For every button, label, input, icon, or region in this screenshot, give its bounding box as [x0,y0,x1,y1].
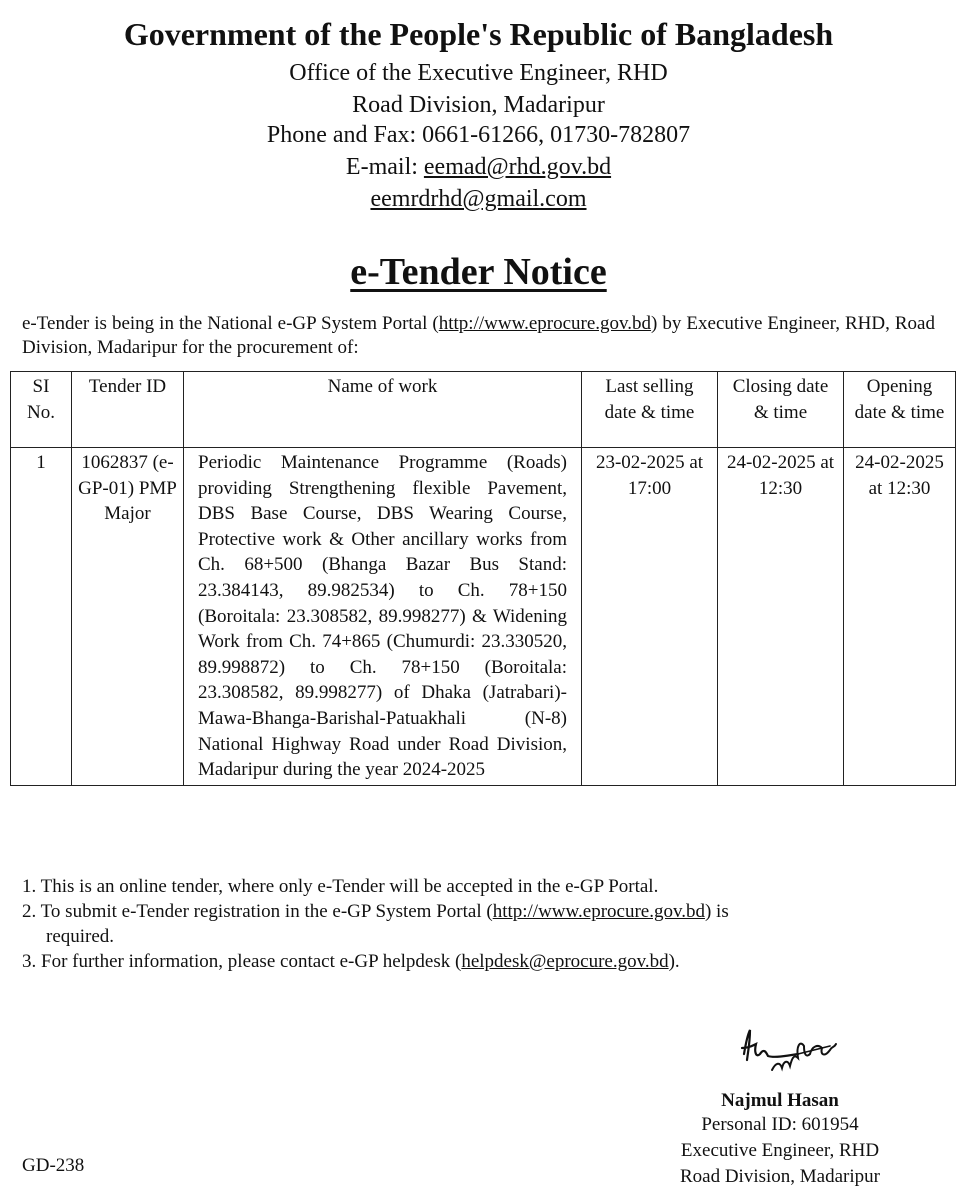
email-line-secondary [0,184,957,214]
note-3-text-before: 3. For further information, please contact e-GP helpdesk ( [22,951,462,972]
email-label: E-mail: [345,154,424,180]
header-sl-no: SI No. [11,372,72,448]
tender-table [10,371,956,786]
notes-list [22,874,922,974]
division-line: Road Division, Madaripur [352,92,605,118]
email-line [0,152,957,182]
phone-fax-line: Phone and Fax: 0661-61266, 01730-782807 [266,122,691,148]
note-2 [22,899,922,924]
office-line: Office of the Executive Engineer, RHD [289,60,668,86]
header-last-selling: Last selling date & time [582,372,718,448]
government-title: Government of the People's Republic of Bangladesh [123,16,834,52]
header-opening: Opening date & time [844,372,956,448]
footer-code: GD-238 [22,1155,85,1176]
note-2-text-after: ) is [704,901,729,922]
table-row [11,448,956,786]
email-link-secondary[interactable]: eemrdrhd@gmail.com [370,186,587,212]
egp-portal-link[interactable]: http://www.eprocure.gov.bd [438,313,652,334]
note-3-text-after: ). [668,951,680,972]
note-2-portal-link[interactable]: http://www.eprocure.gov.bd [492,901,705,922]
header-tender-id: Tender ID [72,372,184,448]
cell-sl-no: 1 [11,448,72,786]
cell-name-of-work: Periodic Maintenance Programme (Roads) providing Strengthening flexible Pavement, DBS Base Course, DBS Wearing Course, Protective work & Other ancillary works from Ch. 68+500 (Bhanga Bazar Bus Stand: 23.384143, 89.982534) to Ch. 78+150 (Boroitala: 23.308582, 89.998277) & Widening Work from Ch. 74+865 (Chumurdi: 23.330520, 89.998872) to Ch. 78+150 (Boroitala: 23.308582, 89.998277) of Dhaka (Jatrabari)- Mawa-Bhanga-Barishal-Patuakhali (N-8) National Highway Road under Road Division, Madaripur during the year 2024-2025 [184,448,582,786]
cell-last-selling: 23-02-2025 at 17:00 [582,448,718,786]
helpdesk-email-link[interactable]: helpdesk@eprocure.gov.bd [461,951,669,972]
signature-icon [738,1024,838,1080]
signatory-personal-id: Personal ID: 601954 [701,1114,859,1135]
intro-paragraph [22,312,935,360]
cell-tender-id: 1062837 (e-GP-01) PMP Major [72,448,184,786]
note-3 [22,949,922,974]
cell-closing: 24-02-2025 at 12:30 [718,448,844,786]
notice-title-text: e-Tender Notice [350,251,607,293]
signatory-division: Road Division, Madaripur [679,1166,880,1187]
email-link-primary[interactable]: eemad@rhd.gov.bd [423,154,612,180]
table-header-row [11,372,956,448]
note-1: 1. This is an online tender, where only e-Tender will be accepted in the e-GP Portal. [22,876,659,897]
signatory-name: Najmul Hasan [721,1090,839,1111]
note-2-text-before: 2. To submit e-Tender registration in the e-GP System Portal ( [22,901,493,922]
cell-opening: 24-02-2025 at 12:30 [844,448,956,786]
note-2-continuation: required. [46,926,115,947]
notice-title [0,250,957,294]
signatory-designation: Executive Engineer, RHD [680,1140,880,1161]
header-name-of-work: Name of work [184,372,582,448]
header-closing: Closing date & time [718,372,844,448]
intro-text-after: ) by Executive Engineer, RHD, Road Division, Madaripur for the procurement of: [22,313,935,358]
intro-text-before: e-Tender is being in the National e-GP System Portal ( [22,313,439,334]
